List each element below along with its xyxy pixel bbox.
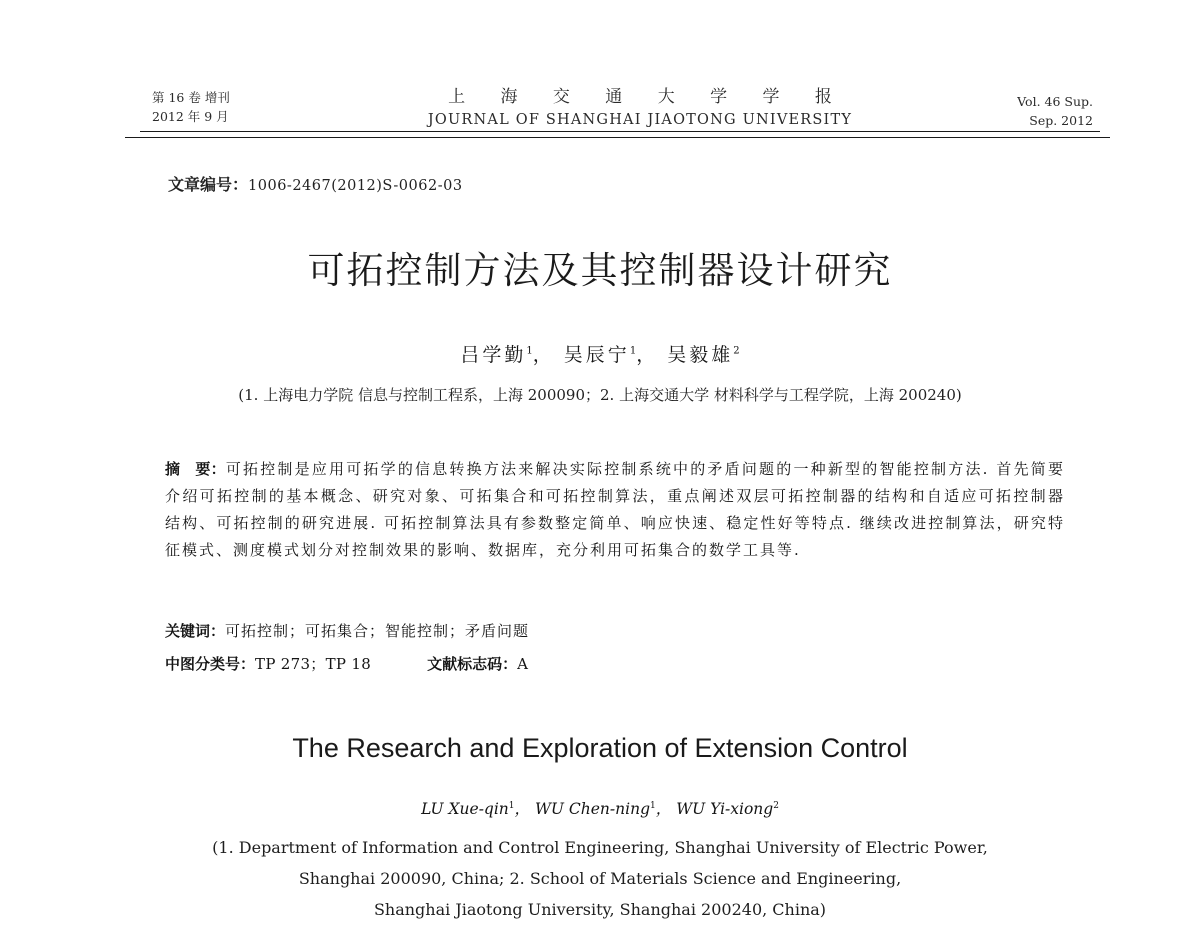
affiliation-en-line: Shanghai Jiaotong University, Shanghai 200240, China) — [373, 900, 827, 919]
keywords-label: 关键词： — [165, 622, 226, 640]
keywords — [165, 620, 529, 641]
abstract-text: 可拓控制是应用可拓学的信息转换方法来解决实际控制系统中的矛盾问题的一种新型的智能控制方法. 首先简要介绍可拓控制的基本概念、研究对象、可拓集合和可拓控制算法，重点阐述双层可拓控制器的结构和自适应可拓控制器结构、可拓控制的研究进展. 可拓控制算法具有参数整定简单、响应快速、稳定性好等特点. 继续改进控制算法，研究特征模式、测度模式划分对控制效果的影响、数据库，充分利用可拓集合的数学工具等. — [165, 460, 1065, 559]
paper-title-cn: 可拓控制方法及其控制器设计研究 — [307, 249, 893, 292]
journal-name — [380, 84, 900, 130]
document-code-value: A — [517, 655, 528, 673]
author-cn — [564, 344, 658, 366]
author-affiliation-mark: 1 — [650, 800, 656, 811]
author-name: WU Yi-xiong — [676, 800, 774, 818]
affiliation-en-line: (1. Department of Information and Control Engineering, Shanghai University of Electric Power, — [212, 838, 988, 857]
author-name: WU Chen-ning — [534, 800, 650, 818]
journal-name-en: JOURNAL OF SHANGHAI JIAOTONG UNIVERSITY — [427, 112, 853, 128]
affiliation-cn: (1. 上海电力学院 信息与控制工程系，上海 200090；2. 上海交通大学 材料科学与工程学院，上海 200240) — [238, 386, 962, 404]
author-affiliation-mark: 2 — [773, 800, 779, 811]
paper-title-en: The Research and Exploration of Extension Control — [292, 733, 908, 763]
author-en — [535, 800, 671, 818]
header-volume-info — [152, 88, 230, 126]
article-number-value: 1006-2467(2012)S-0062-03 — [248, 178, 463, 194]
author-affiliation-mark: 1 — [508, 800, 515, 811]
keywords-value: 可拓控制；可拓集合；智能控制；矛盾问题 — [225, 622, 530, 640]
header-date-en: Sep. 2012 — [1029, 113, 1093, 128]
header-volume-info-en — [985, 92, 1093, 130]
author-cn — [460, 344, 554, 366]
classification-label: 中图分类号： — [165, 655, 256, 673]
author-separator: ， — [655, 800, 672, 818]
header-rule — [140, 131, 1100, 132]
author-name: LU Xue-qin — [421, 800, 509, 818]
document-code-label: 文献标志码： — [427, 655, 518, 673]
author-name: 吴毅雄 — [667, 344, 734, 366]
author-separator: ， — [636, 344, 659, 366]
affiliation-en — [120, 832, 1080, 925]
author-list-cn — [100, 340, 1100, 367]
article-number — [168, 172, 463, 195]
author-affiliation-mark: 1 — [629, 345, 637, 357]
author-en — [421, 800, 530, 818]
article-number-label: 文章编号： — [168, 175, 249, 194]
author-affiliation-mark: 1 — [526, 345, 533, 357]
author-separator: ， — [532, 344, 555, 366]
author-affiliation-mark: 2 — [733, 345, 740, 357]
header-volume: 第 16 卷 增刊 — [152, 90, 230, 105]
author-name: 吴辰宁 — [563, 344, 630, 366]
abstract — [165, 456, 1065, 564]
author-list-en — [100, 797, 1100, 819]
author-cn — [667, 344, 739, 366]
header-rule-secondary — [125, 137, 1110, 138]
journal-name-cn: 上 海 交 通 大 学 学 报 — [448, 87, 847, 107]
classification-value: TP 273；TP 18 — [255, 655, 372, 673]
header-date: 2012 年 9 月 — [152, 109, 229, 124]
affiliation-en-line: Shanghai 200090, China; 2. School of Materials Science and Engineering, — [298, 869, 902, 888]
abstract-label: 摘 要： — [165, 460, 226, 478]
author-separator: ， — [514, 800, 531, 818]
author-en — [676, 800, 779, 818]
author-name: 吕学勤 — [460, 344, 527, 366]
classification — [165, 653, 528, 674]
header-volume-en: Vol. 46 Sup. — [1017, 94, 1093, 109]
